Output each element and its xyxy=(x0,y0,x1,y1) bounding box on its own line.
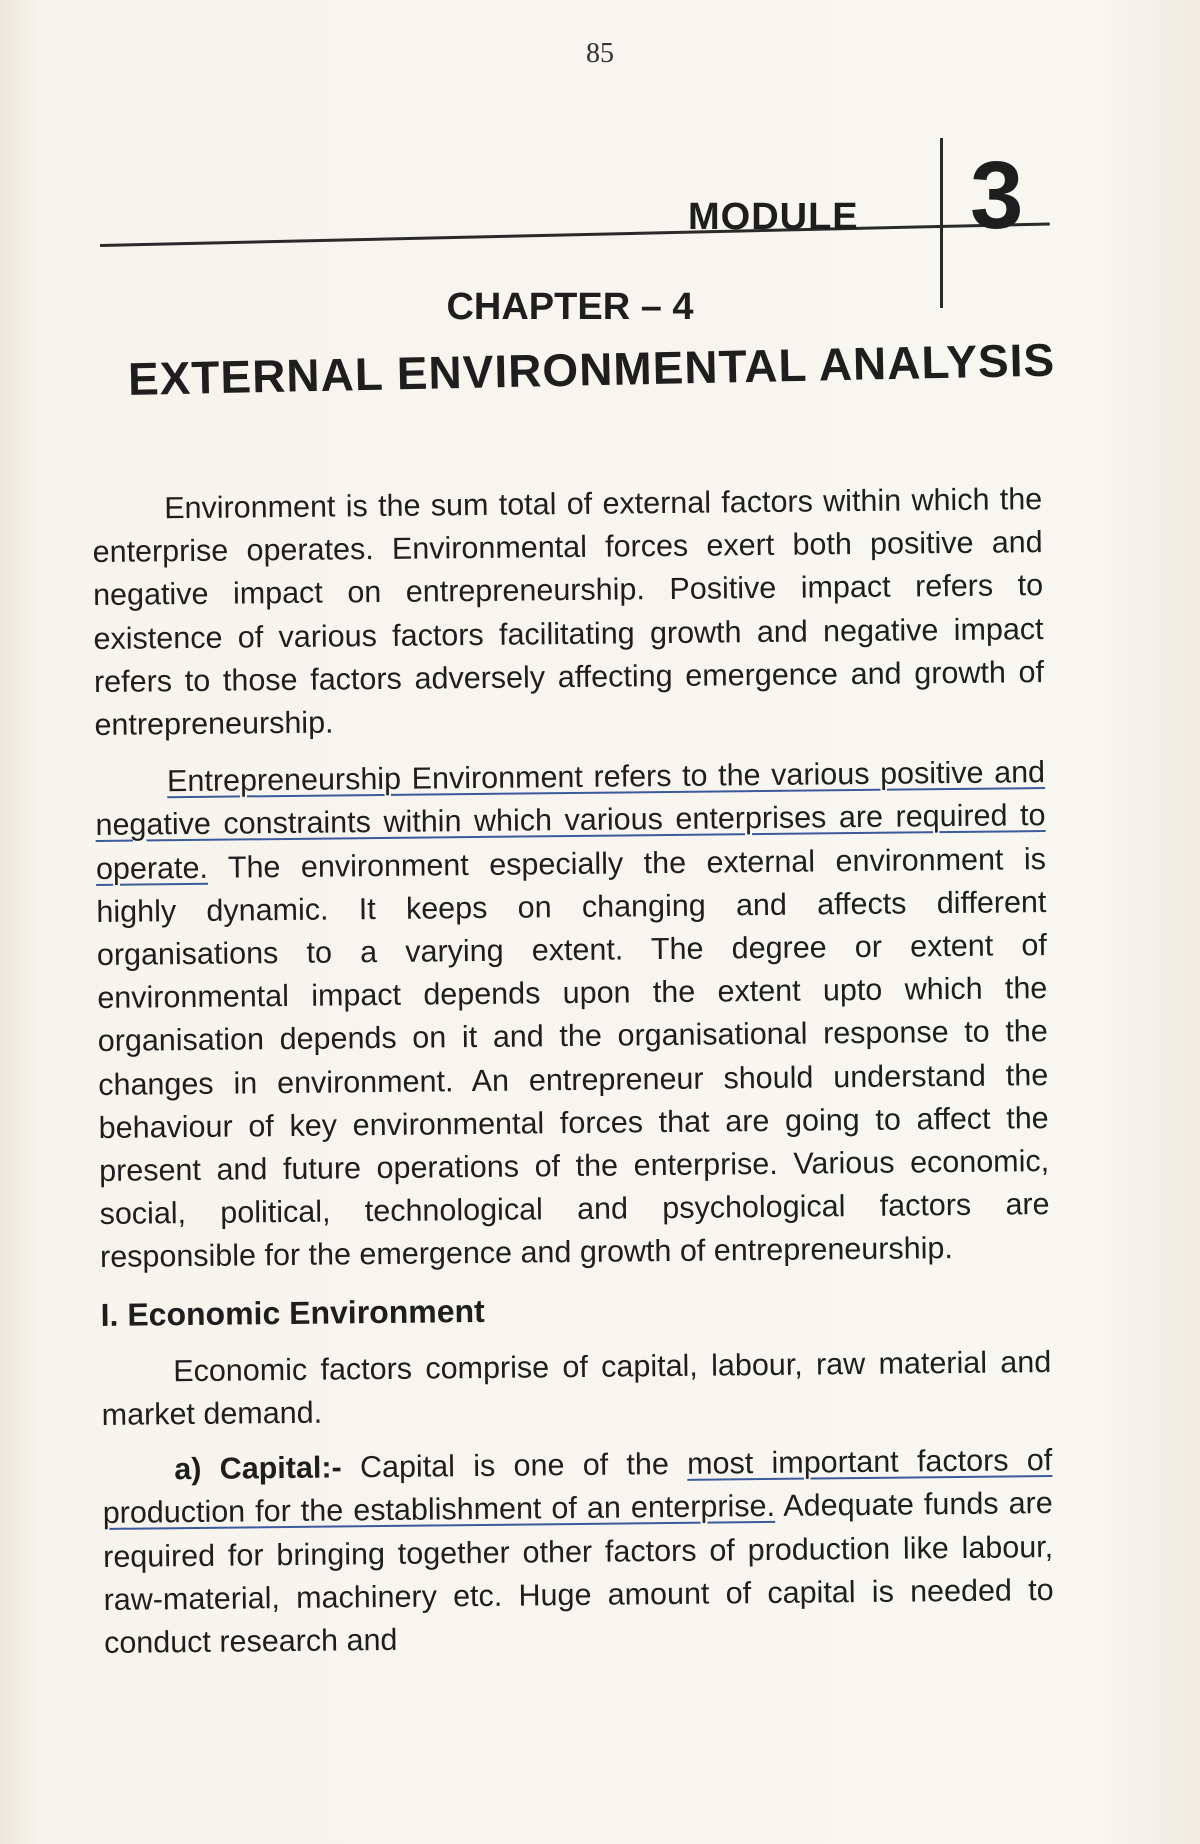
capital-text-before: Capital is one of the xyxy=(341,1447,688,1485)
capital-underlined: most important factors of production for the establishment of an enterprise. xyxy=(102,1443,1053,1531)
body-text xyxy=(92,478,1054,1679)
chapter-title: EXTERNAL ENVIRONMENTAL ANALYSIS xyxy=(127,333,1056,405)
paragraph-entrepreneurship-environment xyxy=(95,751,1050,1279)
paragraph-economic-intro: Economic factors comprise of capital, labour, raw material and market demand. xyxy=(101,1344,1052,1433)
module-label: MODULE xyxy=(688,196,859,238)
paragraph-intro: Environment is the sum total of external factors within which the enterprise operates. Environmental forces exert both positive and negative impact on entrepreneurship. Positive impact refers to existence of various factors facilitating growth and negative impact refers to those factors adversely affecting emergence and growth of entrepreneurship. xyxy=(92,482,1045,743)
module-number: 3 xyxy=(970,142,1024,249)
capital-text-after: Adequate funds are required for bringing together other factors of production like labour, raw-material, machinery etc. Huge amount of capital is needed to conduct research and xyxy=(103,1486,1054,1661)
module-divider-horizontal xyxy=(100,222,1050,247)
paragraph-capital xyxy=(102,1439,1054,1665)
section-heading: I. Economic Environment xyxy=(100,1292,485,1333)
capital-label: a) Capital:- xyxy=(174,1450,342,1487)
paragraph-continuation: The environment especially the external environment is highly dynamic. It keeps on changing and affects different organisations to a varying extent. The degree or extent of environmental impact depends upon the extent upto which the organisation depends on it and the organisational response to the changes in environment. An entrepreneur should understand the behaviour of key environmental forces that are going to affect the present and future operations of the enterprise. Various economic, social, political, technological and psychological factors are responsible for the emergence and growth of entrepreneurship. xyxy=(96,841,1050,1275)
underlined-definition: Entrepreneurship Environment refers to the various positive and negative constraints within which various enterprises are required to operate. xyxy=(95,755,1046,886)
page-number: 85 xyxy=(586,38,614,69)
chapter-heading: CHAPTER – 4 xyxy=(446,286,694,328)
module-divider-vertical xyxy=(940,138,943,308)
